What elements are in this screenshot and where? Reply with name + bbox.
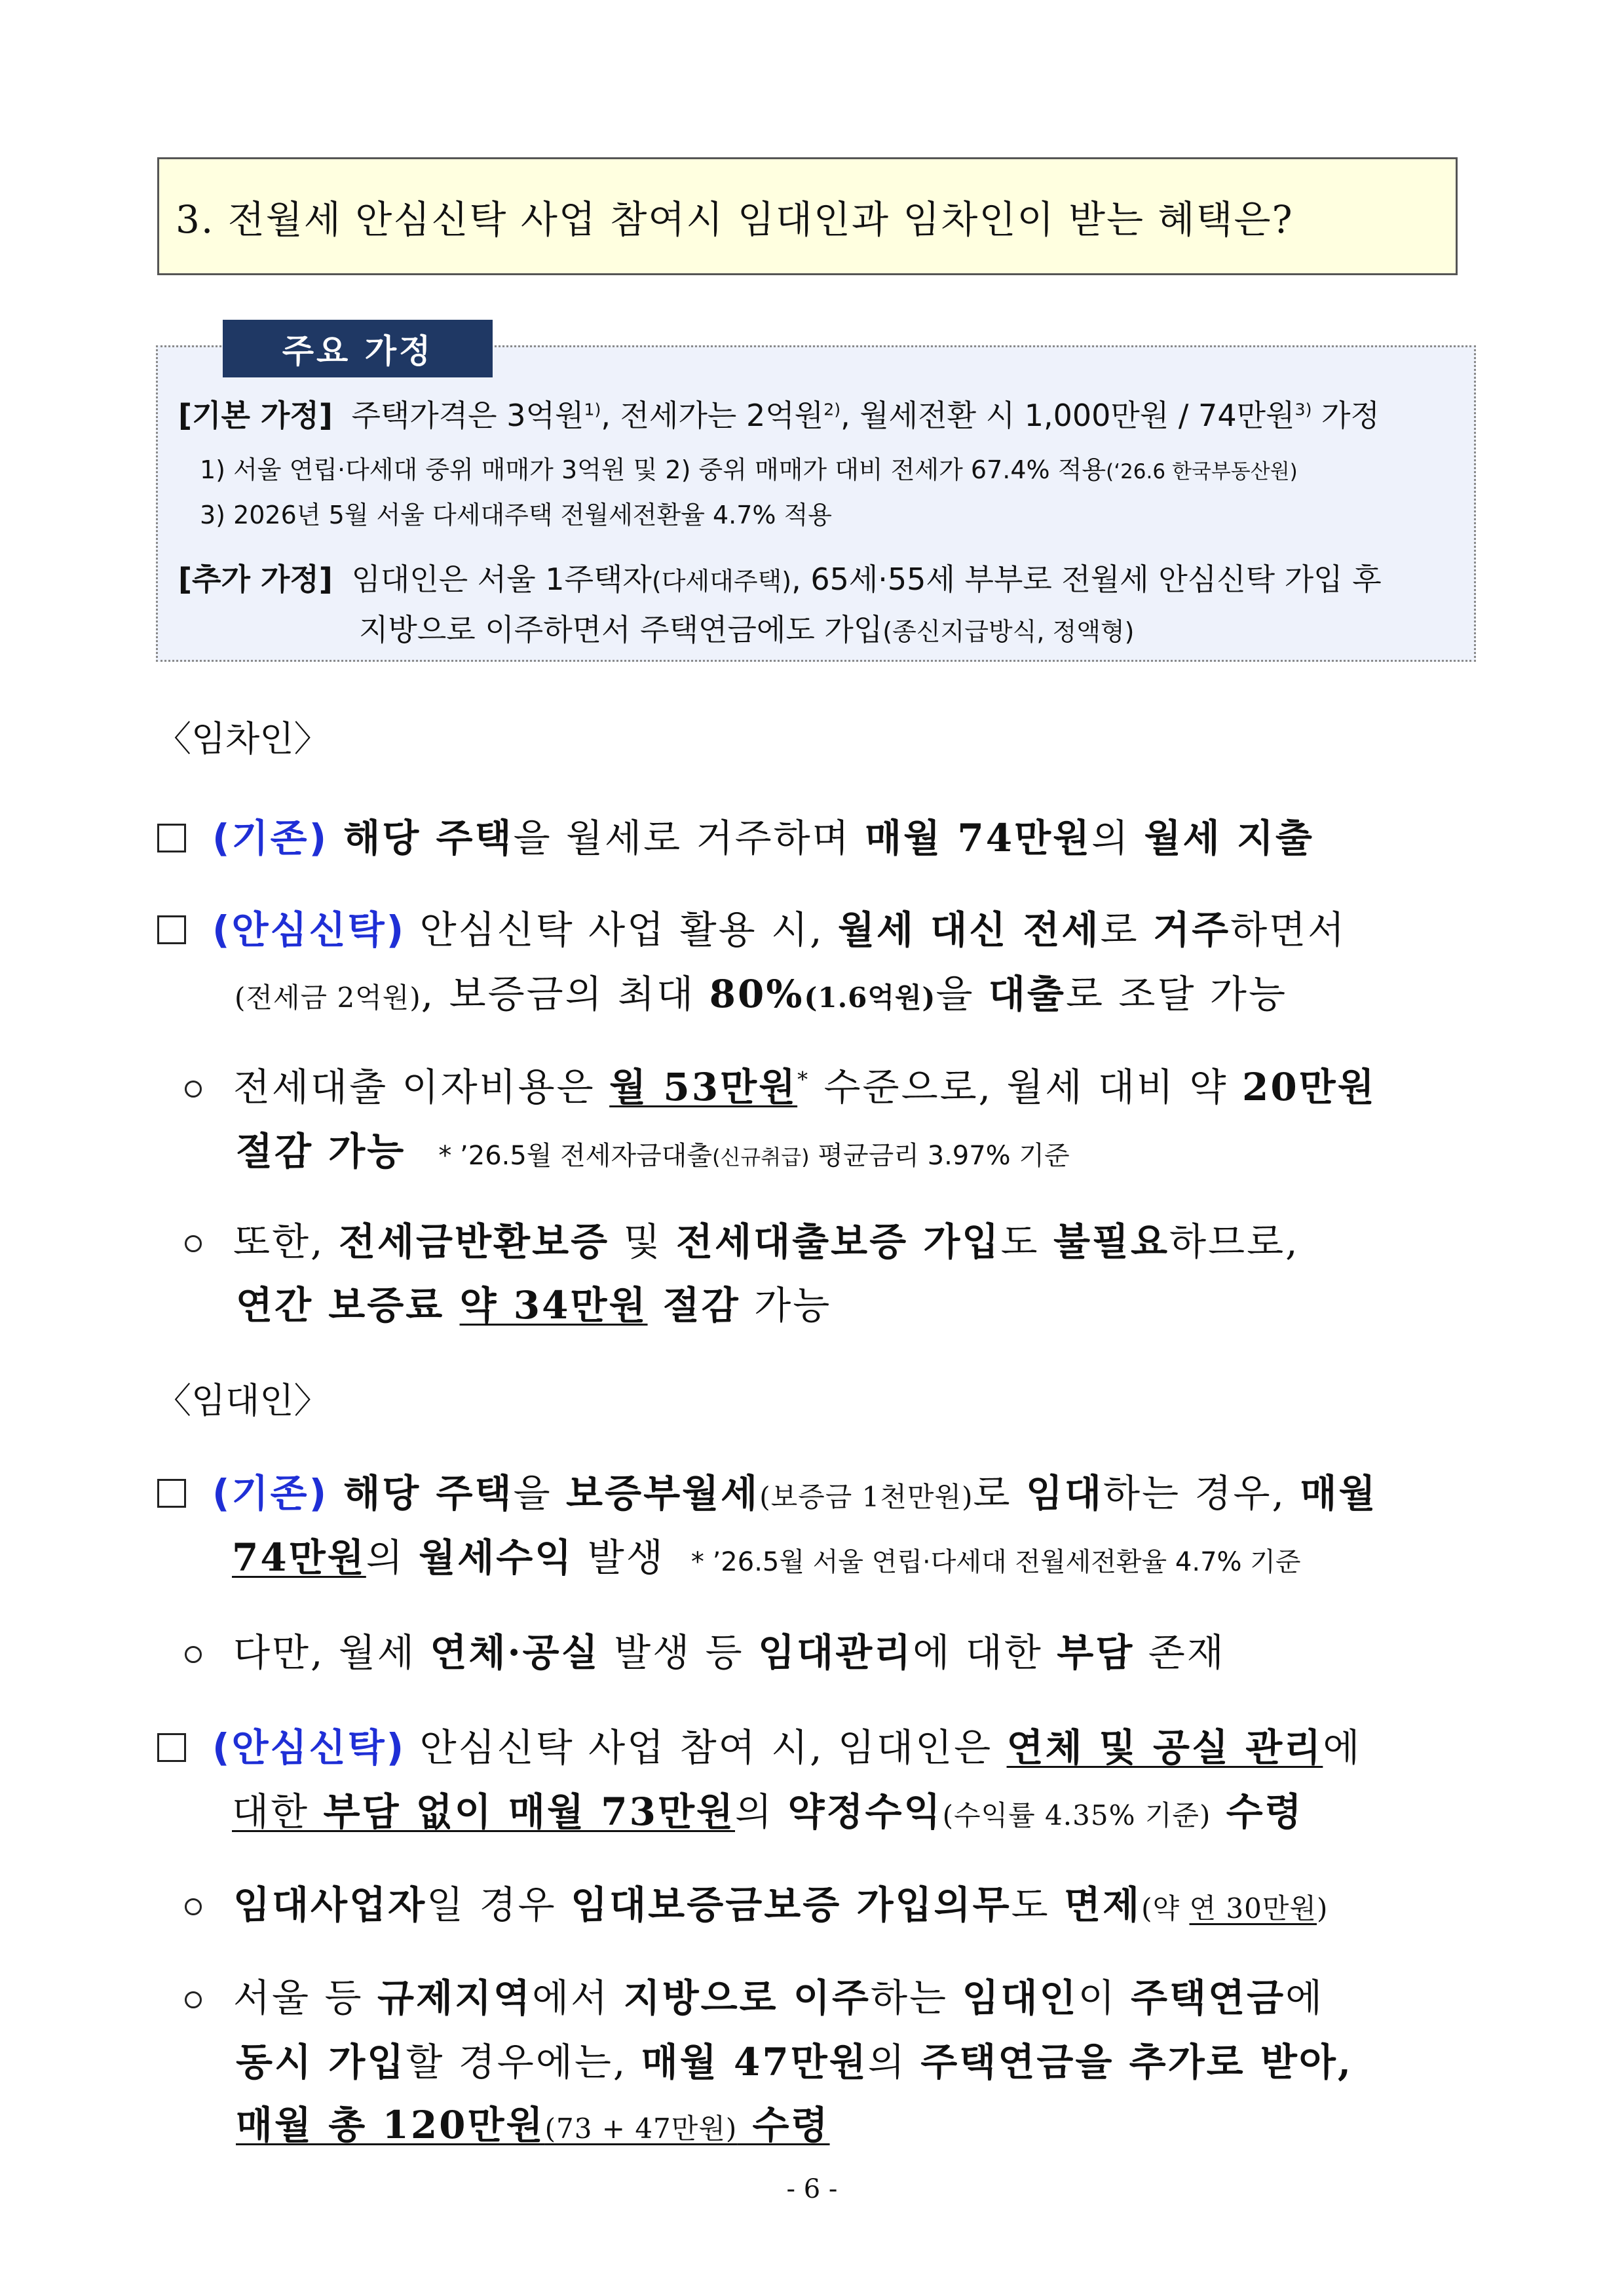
landlord-bullet-existing-cont — [232, 1527, 1301, 1582]
tenant-guarantee-text-2: 전세금반환보증 — [338, 1219, 610, 1264]
landlord-exemption-text-3: 임대보증금보증 가입의무 — [571, 1883, 1011, 1927]
tenant-guarantee-text-1: 또한, — [233, 1219, 339, 1264]
tenant-existing-text-4: 의 — [1091, 816, 1144, 860]
assumptions-tab — [223, 320, 493, 377]
assumption-note-2-text: 3) 2026년 5월 서울 다세대주택 전월세전환율 4.7% 적용 — [200, 501, 833, 529]
landlord-existing-text-5: 로 — [973, 1471, 1026, 1516]
landlord-burden-text-2: 연체·공실 — [430, 1630, 600, 1675]
landlord-heading — [156, 1373, 330, 1423]
extra-assumption-text-3: , 65세·55세 부부로 전월세 안심신탁 가입 후 — [791, 562, 1382, 597]
landlord-pension-l2-5: 주택연금을 추가로 받아, — [920, 2040, 1353, 2084]
landlord-trust-l2-2: 부담 없이 매월 73만원 — [323, 1789, 736, 1834]
landlord-burden-text-7: 존재 — [1134, 1630, 1226, 1675]
landlord-burden-text-3: 발생 등 — [599, 1630, 759, 1675]
extra-assumption-label: [추가 가정] — [178, 562, 333, 597]
tenant-existing-text-5: 월세 지출 — [1144, 816, 1314, 860]
tenant-existing-tag: (기존) — [212, 816, 329, 860]
landlord-exemption-text-2: 일 경우 — [426, 1883, 571, 1927]
tenant-sub-interest-cont — [236, 1120, 1070, 1176]
tenant-guarantee-text-5: 도 — [1000, 1219, 1053, 1264]
landlord-sub-pension-cont — [236, 2031, 1353, 2086]
landlord-pension-text-9: 에 — [1285, 1976, 1325, 2020]
tenant-interest-text-3: 수준으로, 월세 대비 약 — [810, 1065, 1242, 1109]
landlord-existing-l2-1: 74만원 — [232, 1535, 366, 1580]
landlord-trust-text-2: 연체 및 공실 관리 — [1006, 1725, 1323, 1770]
landlord-exemption-text-7: 연 30만원 — [1189, 1892, 1317, 1924]
landlord-sub-pension — [185, 1967, 1324, 2022]
tenant-guarantee-text-4: 전세대출보증 가입 — [676, 1219, 1001, 1264]
assumption-note-1 — [200, 450, 1298, 486]
tenant-trust-l2-3: 80% — [709, 972, 804, 1016]
landlord-pension-text-3: 에서 — [532, 1976, 624, 2020]
landlord-pension-l2-3: 매월 47만원 — [641, 2040, 868, 2084]
tenant-interest-note-3: 평균금리 3.97% 기준 — [809, 1141, 1070, 1171]
assumptions-tab-label: 주요 가정 — [282, 332, 434, 370]
landlord-existing-l2-2: 의 — [366, 1535, 419, 1580]
tenant-existing-text-2: 을 월세로 거주하며 — [513, 816, 865, 860]
tenant-interest-sup: * — [797, 1067, 810, 1092]
landlord-burden-text-5: 에 대한 — [913, 1630, 1057, 1675]
basic-assumption-text-2: , 전세가는 2억원 — [601, 398, 824, 433]
landlord-pension-text-6: 임대인 — [962, 1976, 1078, 2020]
landlord-bullet-existing — [157, 1463, 1378, 1518]
circle-bullet-icon — [185, 1235, 202, 1252]
basic-assumption-text-4: 가정 — [1312, 398, 1380, 433]
assumption-note-2 — [200, 495, 832, 531]
tenant-trust-text-5: 하면서 — [1230, 908, 1347, 952]
tenant-interest-note-1: * ’26.5월 전세자금대출 — [438, 1141, 712, 1171]
checkbox-square-icon — [157, 1733, 186, 1762]
page-number-text: - 6 - — [786, 2174, 838, 2204]
tenant-guarantee-l2-2: 약 34만원 — [459, 1283, 648, 1328]
tenant-bullet-existing — [157, 807, 1314, 862]
tenant-guarantee-l2-3: 절감 — [647, 1283, 740, 1328]
tenant-trust-text-2: 월세 대신 전세 — [838, 908, 1101, 952]
tenant-trust-tag: (안심신탁) — [212, 908, 406, 952]
landlord-pension-text-2: 규제지역 — [377, 1976, 533, 2020]
footnote-ref-1: 1) — [584, 400, 601, 419]
basic-assumption-text-3: , 월세전환 시 1,000만원 / 74만원 — [840, 398, 1295, 433]
landlord-existing-l2-3: 월세수익 — [419, 1535, 574, 1580]
assumption-note-1-text: 1) 서울 연립·다세대 중위 매매가 3억원 및 2) 중위 매매가 대비 전세가 67.4% 적용 — [200, 455, 1106, 484]
landlord-sub-burden — [185, 1622, 1226, 1677]
landlord-trust-text-3: 에 — [1323, 1725, 1362, 1770]
landlord-existing-text-7: 하는 경우, — [1103, 1471, 1300, 1516]
landlord-trust-l2-5: (수익률 4.35% 기준) — [942, 1799, 1211, 1831]
extra-assumption-text-4: 지방으로 이주하면서 주택연금에도 가입 — [359, 612, 883, 647]
extra-assumption-text-2: (다세대주택) — [651, 567, 792, 596]
landlord-trust-l2-6: 수령 — [1211, 1789, 1304, 1834]
footnote-ref-3: 3) — [1294, 400, 1312, 419]
landlord-existing-text-4: (보증금 1천만원) — [759, 1481, 973, 1513]
landlord-pension-l3-1: 매월 총 120만원 — [236, 2103, 545, 2147]
tenant-bullet-trust-cont — [235, 963, 1287, 1018]
basic-assumption-label: [기본 가정] — [178, 398, 333, 433]
landlord-burden-text-6: 부담 — [1057, 1630, 1135, 1675]
landlord-existing-l2-4: 발생 — [573, 1535, 665, 1580]
tenant-sub-interest — [185, 1056, 1376, 1111]
landlord-sub-pension-cont-2 — [236, 2094, 830, 2149]
tenant-heading — [156, 711, 330, 761]
tenant-trust-l2-1: (전세금 2억원) — [235, 982, 421, 1014]
basic-assumption — [178, 392, 1380, 435]
circle-bullet-icon — [185, 1991, 202, 2008]
tenant-trust-text-4: 거주 — [1153, 908, 1231, 952]
assumption-note-1-source: (‘26.6 한국부동산원) — [1106, 460, 1298, 484]
tenant-interest-l2-1: 절감 가능 — [236, 1129, 406, 1174]
tenant-heading-text: 〈임차인〉 — [156, 718, 330, 759]
tenant-sub-guarantee-cont — [236, 1274, 831, 1330]
landlord-bullet-trust — [157, 1717, 1361, 1772]
landlord-pension-l2-1: 동시 가입 — [236, 2040, 406, 2084]
landlord-pension-l2-4: 의 — [867, 2040, 921, 2084]
landlord-pension-text-8: 주택연금 — [1131, 1976, 1286, 2020]
section-title — [157, 157, 1458, 275]
tenant-trust-l2-7: 로 조달 가능 — [1065, 972, 1287, 1016]
circle-bullet-icon — [185, 1898, 202, 1915]
tenant-bullet-trust — [157, 899, 1346, 954]
landlord-trust-text-1: 안심신탁 사업 참여 시, 임대인은 — [406, 1725, 1007, 1770]
page-number — [0, 2174, 1624, 2204]
landlord-heading-text: 〈임대인〉 — [156, 1380, 330, 1421]
tenant-interest-note-2: (신규취급) — [712, 1145, 810, 1170]
landlord-trust-l2-4: 약정수익 — [787, 1789, 943, 1834]
landlord-exemption-text-8: ) — [1316, 1892, 1329, 1924]
tenant-guarantee-l2-1: 연간 보증료 — [236, 1283, 460, 1328]
tenant-guarantee-text-6: 불필요 — [1053, 1219, 1170, 1264]
landlord-existing-text-2: 을 — [513, 1471, 567, 1516]
landlord-trust-tag: (안심신탁) — [212, 1725, 406, 1770]
landlord-pension-l2-2: 할 경우에는, — [406, 2040, 641, 2084]
checkbox-square-icon — [157, 1479, 186, 1508]
landlord-existing-text-6: 임대 — [1025, 1471, 1103, 1516]
tenant-guarantee-text-3: 및 — [609, 1219, 677, 1264]
checkbox-square-icon — [157, 915, 186, 944]
tenant-existing-text-1: 해당 주택 — [328, 816, 514, 860]
tenant-trust-l2-2: , 보증금의 최대 — [421, 972, 709, 1016]
tenant-trust-text-1: 안심신탁 사업 활용 시, — [406, 908, 839, 952]
landlord-exemption-text-4: 도 — [1011, 1883, 1065, 1927]
landlord-trust-l2-1: 대한 — [232, 1789, 324, 1834]
section-title-text: 3. 전월세 안심신탁 사업 참여시 임대인과 임차인이 받는 혜택은? — [176, 197, 1294, 242]
landlord-bullet-trust-cont — [232, 1781, 1304, 1836]
landlord-pension-text-1: 서울 등 — [233, 1976, 377, 2020]
landlord-exemption-text-6: (약 — [1141, 1892, 1190, 1924]
tenant-interest-text-2: 월 53만원 — [609, 1065, 798, 1109]
footnote-ref-2: 2) — [823, 400, 841, 419]
landlord-burden-text-4: 임대관리 — [758, 1630, 913, 1675]
landlord-pension-text-4: 지방으로 이주 — [623, 1976, 871, 2020]
tenant-trust-l2-4: (1.6억원) — [804, 982, 936, 1014]
tenant-existing-text-3: 매월 74만원 — [865, 816, 1092, 860]
tenant-interest-text-4: 20만원 — [1241, 1065, 1376, 1109]
extra-assumption-cont — [359, 606, 1134, 649]
landlord-existing-text-1: 해당 주택 — [328, 1471, 514, 1516]
circle-bullet-icon — [185, 1646, 202, 1663]
tenant-guarantee-l2-4: 가능 — [740, 1283, 832, 1328]
landlord-exemption-text-1: 임대사업자 — [233, 1883, 427, 1927]
landlord-existing-text-8: 매월 — [1300, 1471, 1378, 1516]
checkbox-square-icon — [157, 824, 186, 852]
tenant-trust-text-3: 로 — [1100, 908, 1154, 952]
circle-bullet-icon — [185, 1081, 202, 1098]
landlord-burden-text-1: 다만, 월세 — [233, 1630, 430, 1675]
landlord-existing-tag: (기존) — [212, 1471, 329, 1516]
tenant-trust-l2-6: 대출 — [988, 972, 1066, 1016]
tenant-interest-text-1: 전세대출 이자비용은 — [233, 1065, 610, 1109]
basic-assumption-text-1: 주택가격은 3억원 — [351, 398, 584, 433]
extra-assumption — [178, 556, 1382, 599]
landlord-exemption-text-5: 면제 — [1064, 1883, 1142, 1927]
landlord-pension-l3-3: 수령 — [737, 2103, 830, 2147]
landlord-existing-text-3: 보증부월세 — [566, 1471, 760, 1516]
landlord-sub-exemption — [185, 1874, 1328, 1929]
landlord-existing-note: * ’26.5월 서울 연립·다세대 전월세전환율 4.7% 기준 — [690, 1547, 1301, 1577]
extra-assumption-text-5: (종신지급방식, 정액형) — [882, 617, 1135, 646]
tenant-guarantee-text-7: 하므로, — [1169, 1219, 1300, 1264]
landlord-pension-text-7: 이 — [1078, 1976, 1131, 2020]
tenant-trust-l2-5: 을 — [935, 972, 989, 1016]
tenant-sub-guarantee — [185, 1211, 1300, 1266]
landlord-pension-text-5: 하는 — [870, 1976, 962, 2020]
landlord-trust-l2-3: 의 — [735, 1789, 788, 1834]
landlord-pension-l3-2: (73 + 47만원) — [544, 2113, 738, 2145]
extra-assumption-text-1: 임대인은 서울 1주택자 — [351, 562, 652, 597]
